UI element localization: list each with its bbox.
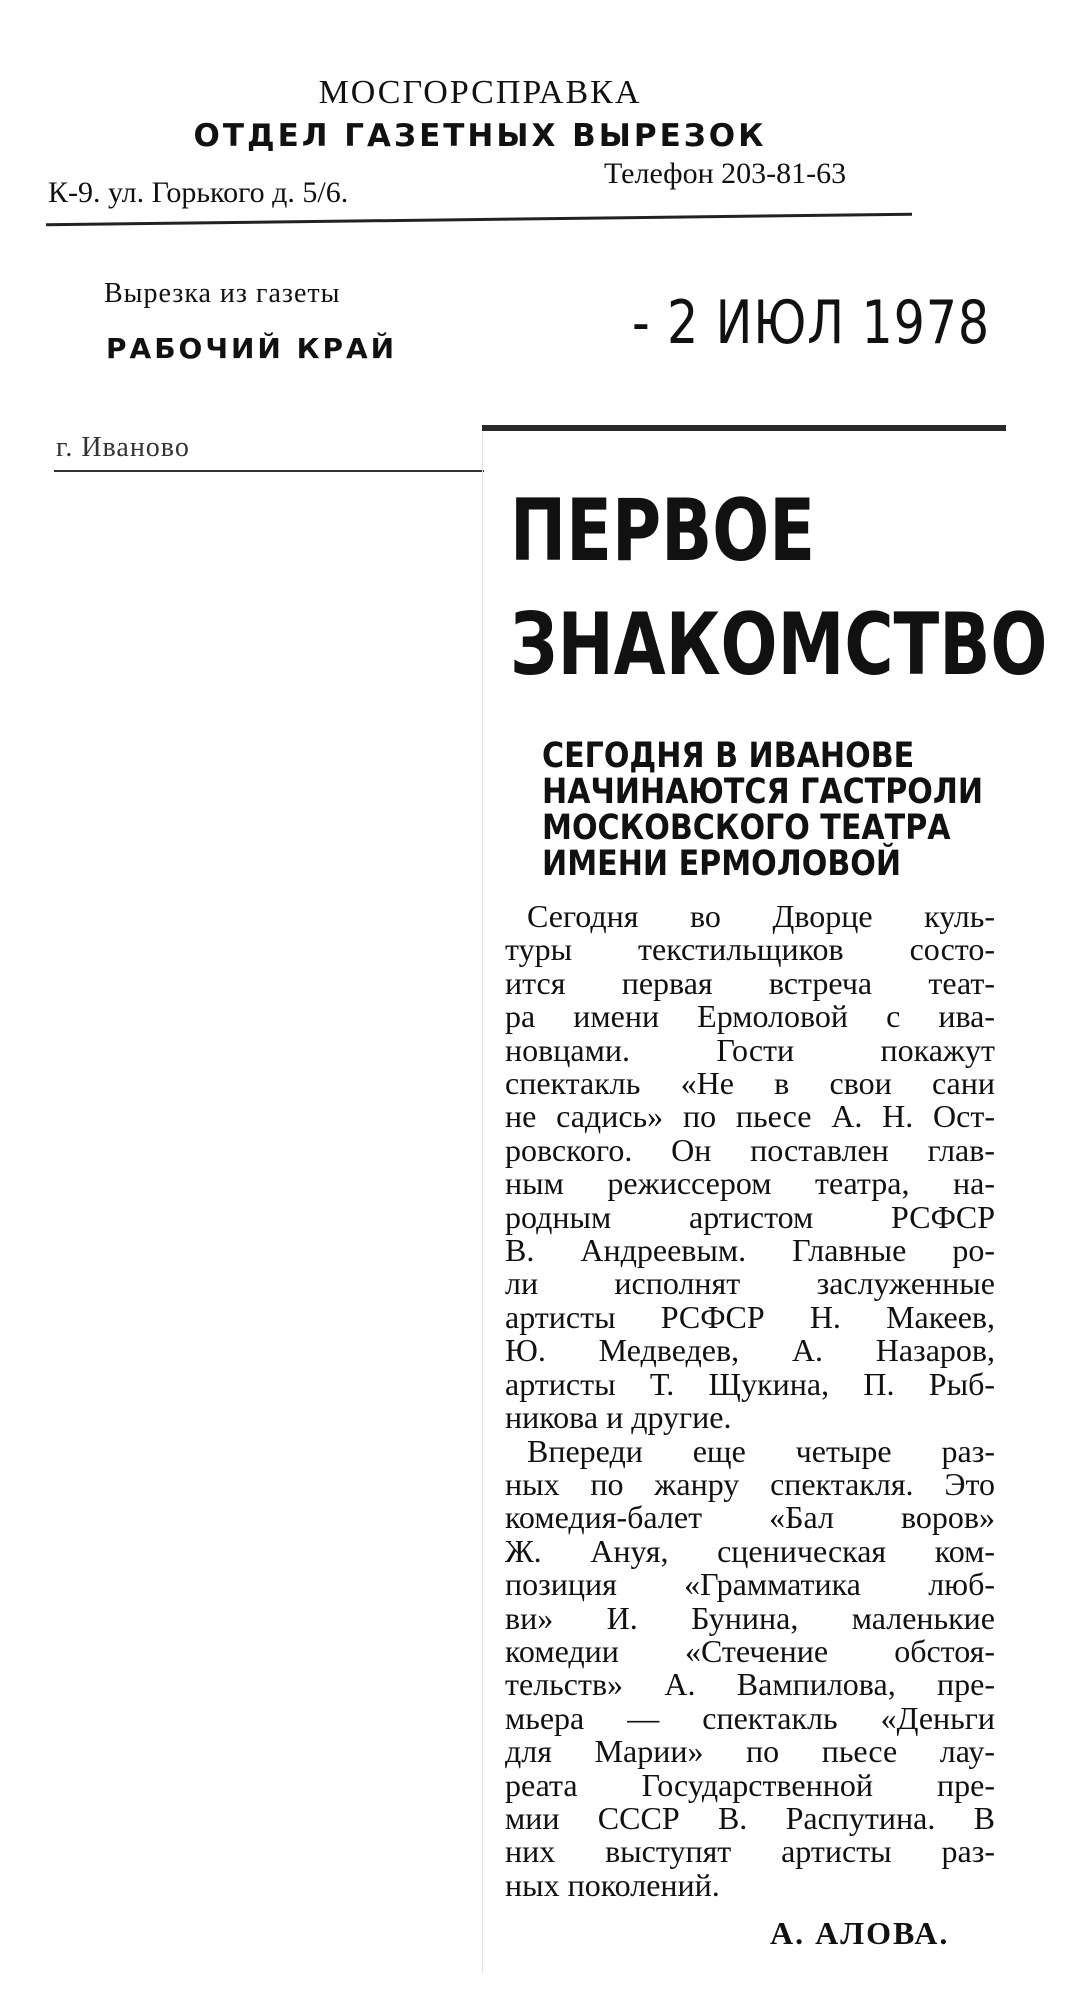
body-line: тельств» А. Вампилова, пре- [505, 1666, 995, 1703]
body-line: комедии «Стечение обстоя- [505, 1632, 995, 1669]
city: г. Иваново [56, 432, 190, 463]
body-line: артисты Т. Щукина, П. Рыб- [505, 1365, 995, 1402]
body-line: комедия-балет «Бал воров» [505, 1499, 995, 1536]
body-line: ным режиссером театра, на- [505, 1165, 995, 1202]
body-line: родным артистом РСФСР [505, 1198, 995, 1235]
body-line: ровского. Он поставлен глав- [505, 1131, 995, 1168]
body-line: мьера — спектакль «Деньги [505, 1699, 995, 1736]
body-line: реата Государственной пре- [505, 1766, 995, 1803]
city-rule [54, 470, 484, 472]
body-line: туры текстильщиков состо- [505, 931, 995, 968]
headline-line: ПЕРВОЕ [510, 481, 816, 581]
subheadline-line: СЕГОДНЯ В ИВАНОВЕ [542, 736, 915, 776]
column-rule [482, 433, 483, 1973]
headline [510, 474, 1048, 702]
newspaper-name: РАБОЧИЙ КРАЙ [106, 332, 398, 365]
phone: Телефон 203-81-63 [604, 157, 847, 190]
body-line: ных поколений. [505, 1866, 720, 1903]
body-line: новцами. Гости покажут [505, 1031, 995, 1068]
body-line: ится первая встреча теат- [505, 964, 995, 1001]
author: А. АЛОВА. [770, 1915, 950, 1951]
body-line: не садись» по пьесе А. Н. Ост- [505, 1098, 995, 1135]
subheadline [542, 738, 1024, 882]
body-line: для Марии» по пьесе лау- [505, 1733, 995, 1770]
date-stamp: - 2 ИЮЛ 1978 [632, 288, 990, 358]
subheadline-line: НАЧИНАЮТСЯ ГАСТРОЛИ [542, 772, 984, 812]
body-line: никова и другие. [505, 1399, 732, 1436]
body-line: спектакль «Не в свои сани [505, 1065, 995, 1102]
header-rule [46, 213, 912, 227]
body-line: Сегодня во Дворце куль- [527, 898, 995, 934]
article-top-rule [482, 425, 1006, 431]
body-line: ных по жанру спектакля. Это [505, 1465, 995, 1502]
body-line: ли исполнят заслуженные [505, 1265, 995, 1302]
body-line: Ю. Медведев, А. Назаров, [505, 1332, 995, 1369]
body-line: Ж. Ануя, сценическая ком- [505, 1532, 995, 1569]
body-line: ра имени Ермоловой с ива- [505, 998, 995, 1035]
article-body [505, 900, 995, 1902]
address: К-9. ул. Горького д. 5/6. [48, 176, 349, 209]
body-line: артисты РСФСР Н. Макеев, [505, 1298, 995, 1335]
subheadline-line: ИМЕНИ ЕРМОЛОВОЙ [542, 844, 902, 884]
body-line: Впереди еще четыре раз- [527, 1432, 995, 1469]
body-line: мии СССР В. Распутина. В [505, 1799, 995, 1836]
body-line: В. Андреевым. Главные ро- [505, 1232, 995, 1269]
headline-line: ЗНАКОМСТВО [510, 595, 1048, 695]
subheadline-line: МОСКОВСКОГО ТЕАТРА [542, 808, 951, 848]
clipping-label: Вырезка из газеты [104, 278, 341, 309]
body-line: позиция «Грамматика люб- [505, 1566, 995, 1603]
bureau-name: МОСГОРСПРАВКА [318, 74, 642, 111]
body-line: них выступят артисты раз- [505, 1833, 995, 1870]
department-name: ОТДЕЛ ГАЗЕТНЫХ ВЫРЕЗОК [193, 118, 767, 154]
body-line: ви» И. Бунина, маленькие [505, 1599, 995, 1636]
